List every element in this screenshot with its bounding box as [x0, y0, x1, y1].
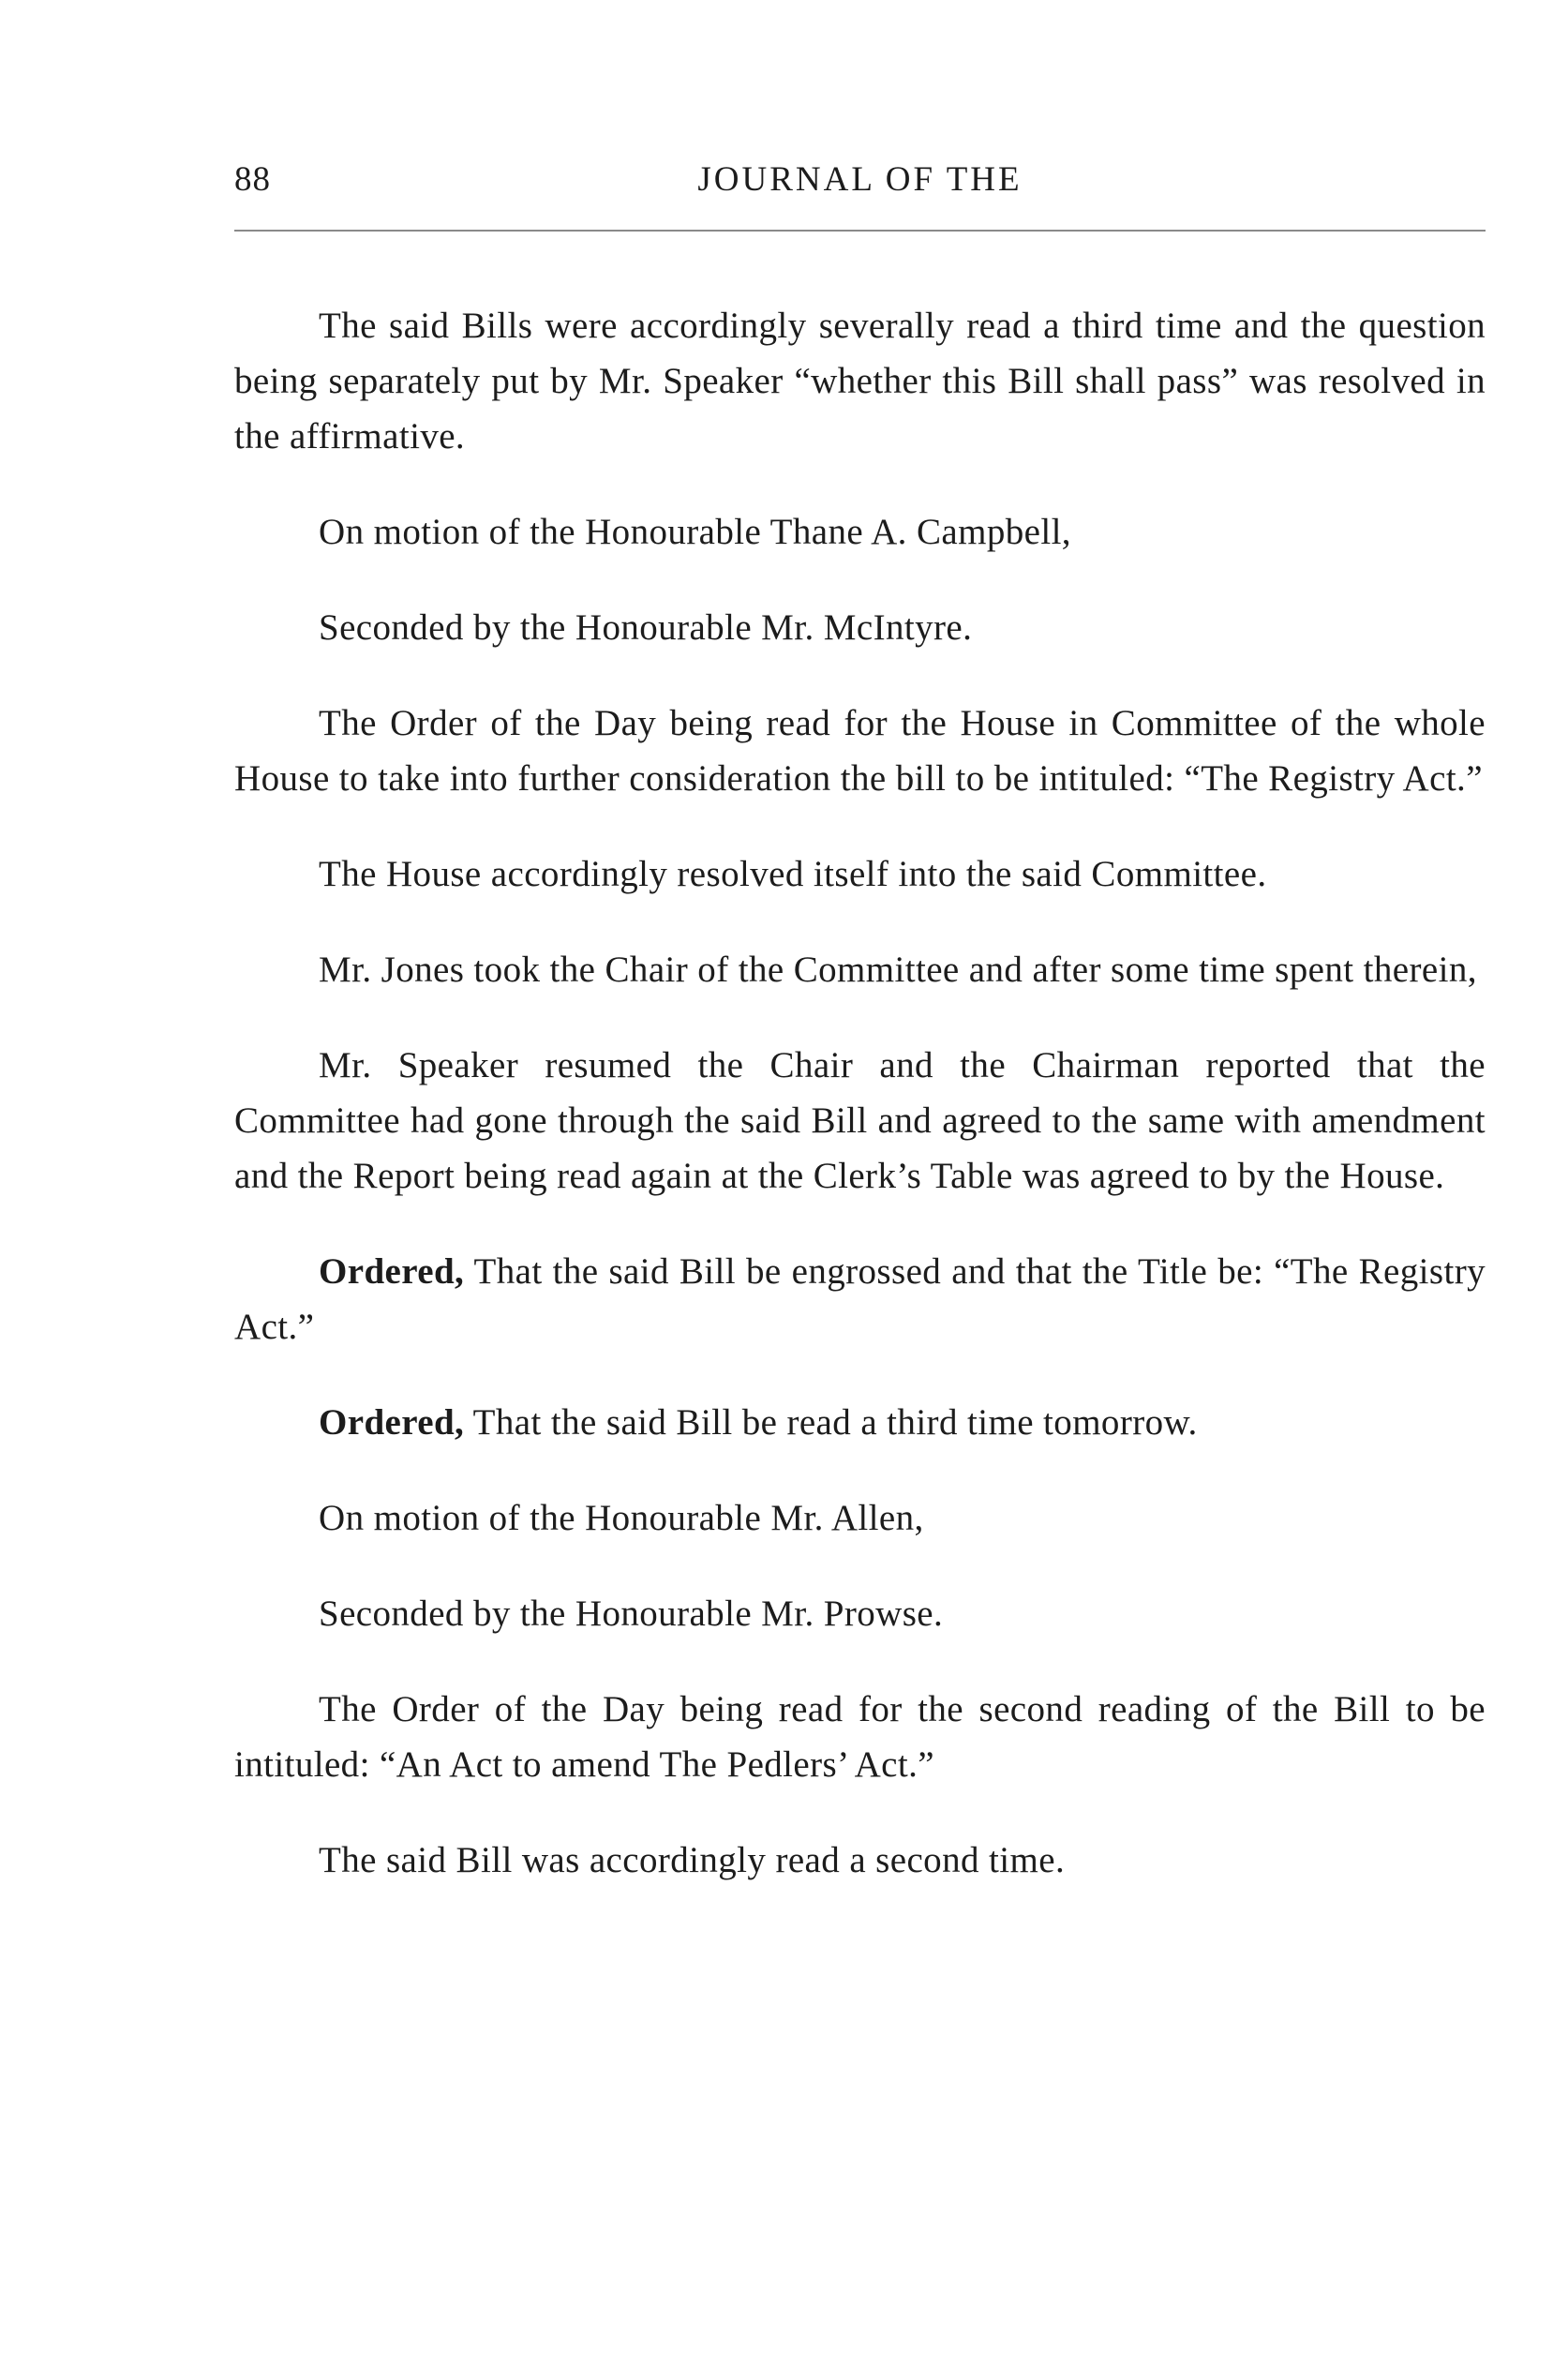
paragraph-order-registry-act: The Order of the Day being read for the House in Committee of the whole House to take into further consideration the bill to be intituled: “The Registry Act.”	[234, 703, 1486, 799]
journal-body	[234, 298, 1486, 1928]
paragraph-ordered-third-reading: Ordered, That the said Bill be read a third time tomorrow.	[319, 1402, 1198, 1443]
ordered-lead: Ordered,	[319, 1402, 465, 1443]
paragraph-house-resolved: The House accordingly resolved itself into the said Committee.	[319, 854, 1267, 894]
paragraph-order-pedlers-act: The Order of the Day being read for the second reading of the Bill to be intituled: “An Act to amend The Pedlers’ Act.”	[234, 1689, 1486, 1785]
paragraph-seconded-prowse: Seconded by the Honourable Mr. Prowse.	[319, 1593, 944, 1634]
paragraph-motion-campbell: On motion of the Honourable Thane A. Campbell,	[319, 512, 1071, 552]
paragraph-speaker-resumed: Mr. Speaker resumed the Chair and the Chairman reported that the Committee had gone through the said Bill and agreed to the same with amendment and the Report being read again at the Clerk’s Table was agreed to by the House.	[234, 1045, 1486, 1196]
page-header	[234, 159, 1486, 206]
ordered-lead: Ordered,	[319, 1251, 465, 1292]
paragraph-jones-chair: Mr. Jones took the Chair of the Committee and after some time spent therein,	[319, 950, 1477, 990]
paragraph-ordered-engrossed: Ordered, That the said Bill be engrossed and that the Title be: “The Registry Act.”	[234, 1251, 1486, 1347]
paragraph-motion-allen: On motion of the Honourable Mr. Allen,	[319, 1498, 924, 1538]
running-title: JOURNAL OF THE	[697, 160, 1023, 199]
page-number: 88	[234, 160, 271, 199]
header-rule	[234, 230, 1486, 232]
paragraph-bills-passed: The said Bills were accordingly severally read a third time and the question being separately put by Mr. Speaker “whether this Bill shall pass” was resolved in the affirmative.	[234, 306, 1486, 456]
paragraph-seconded-mcintyre: Seconded by the Honourable Mr. McIntyre.	[319, 607, 973, 648]
paragraph-second-reading: The said Bill was accordingly read a second time.	[319, 1840, 1066, 1880]
